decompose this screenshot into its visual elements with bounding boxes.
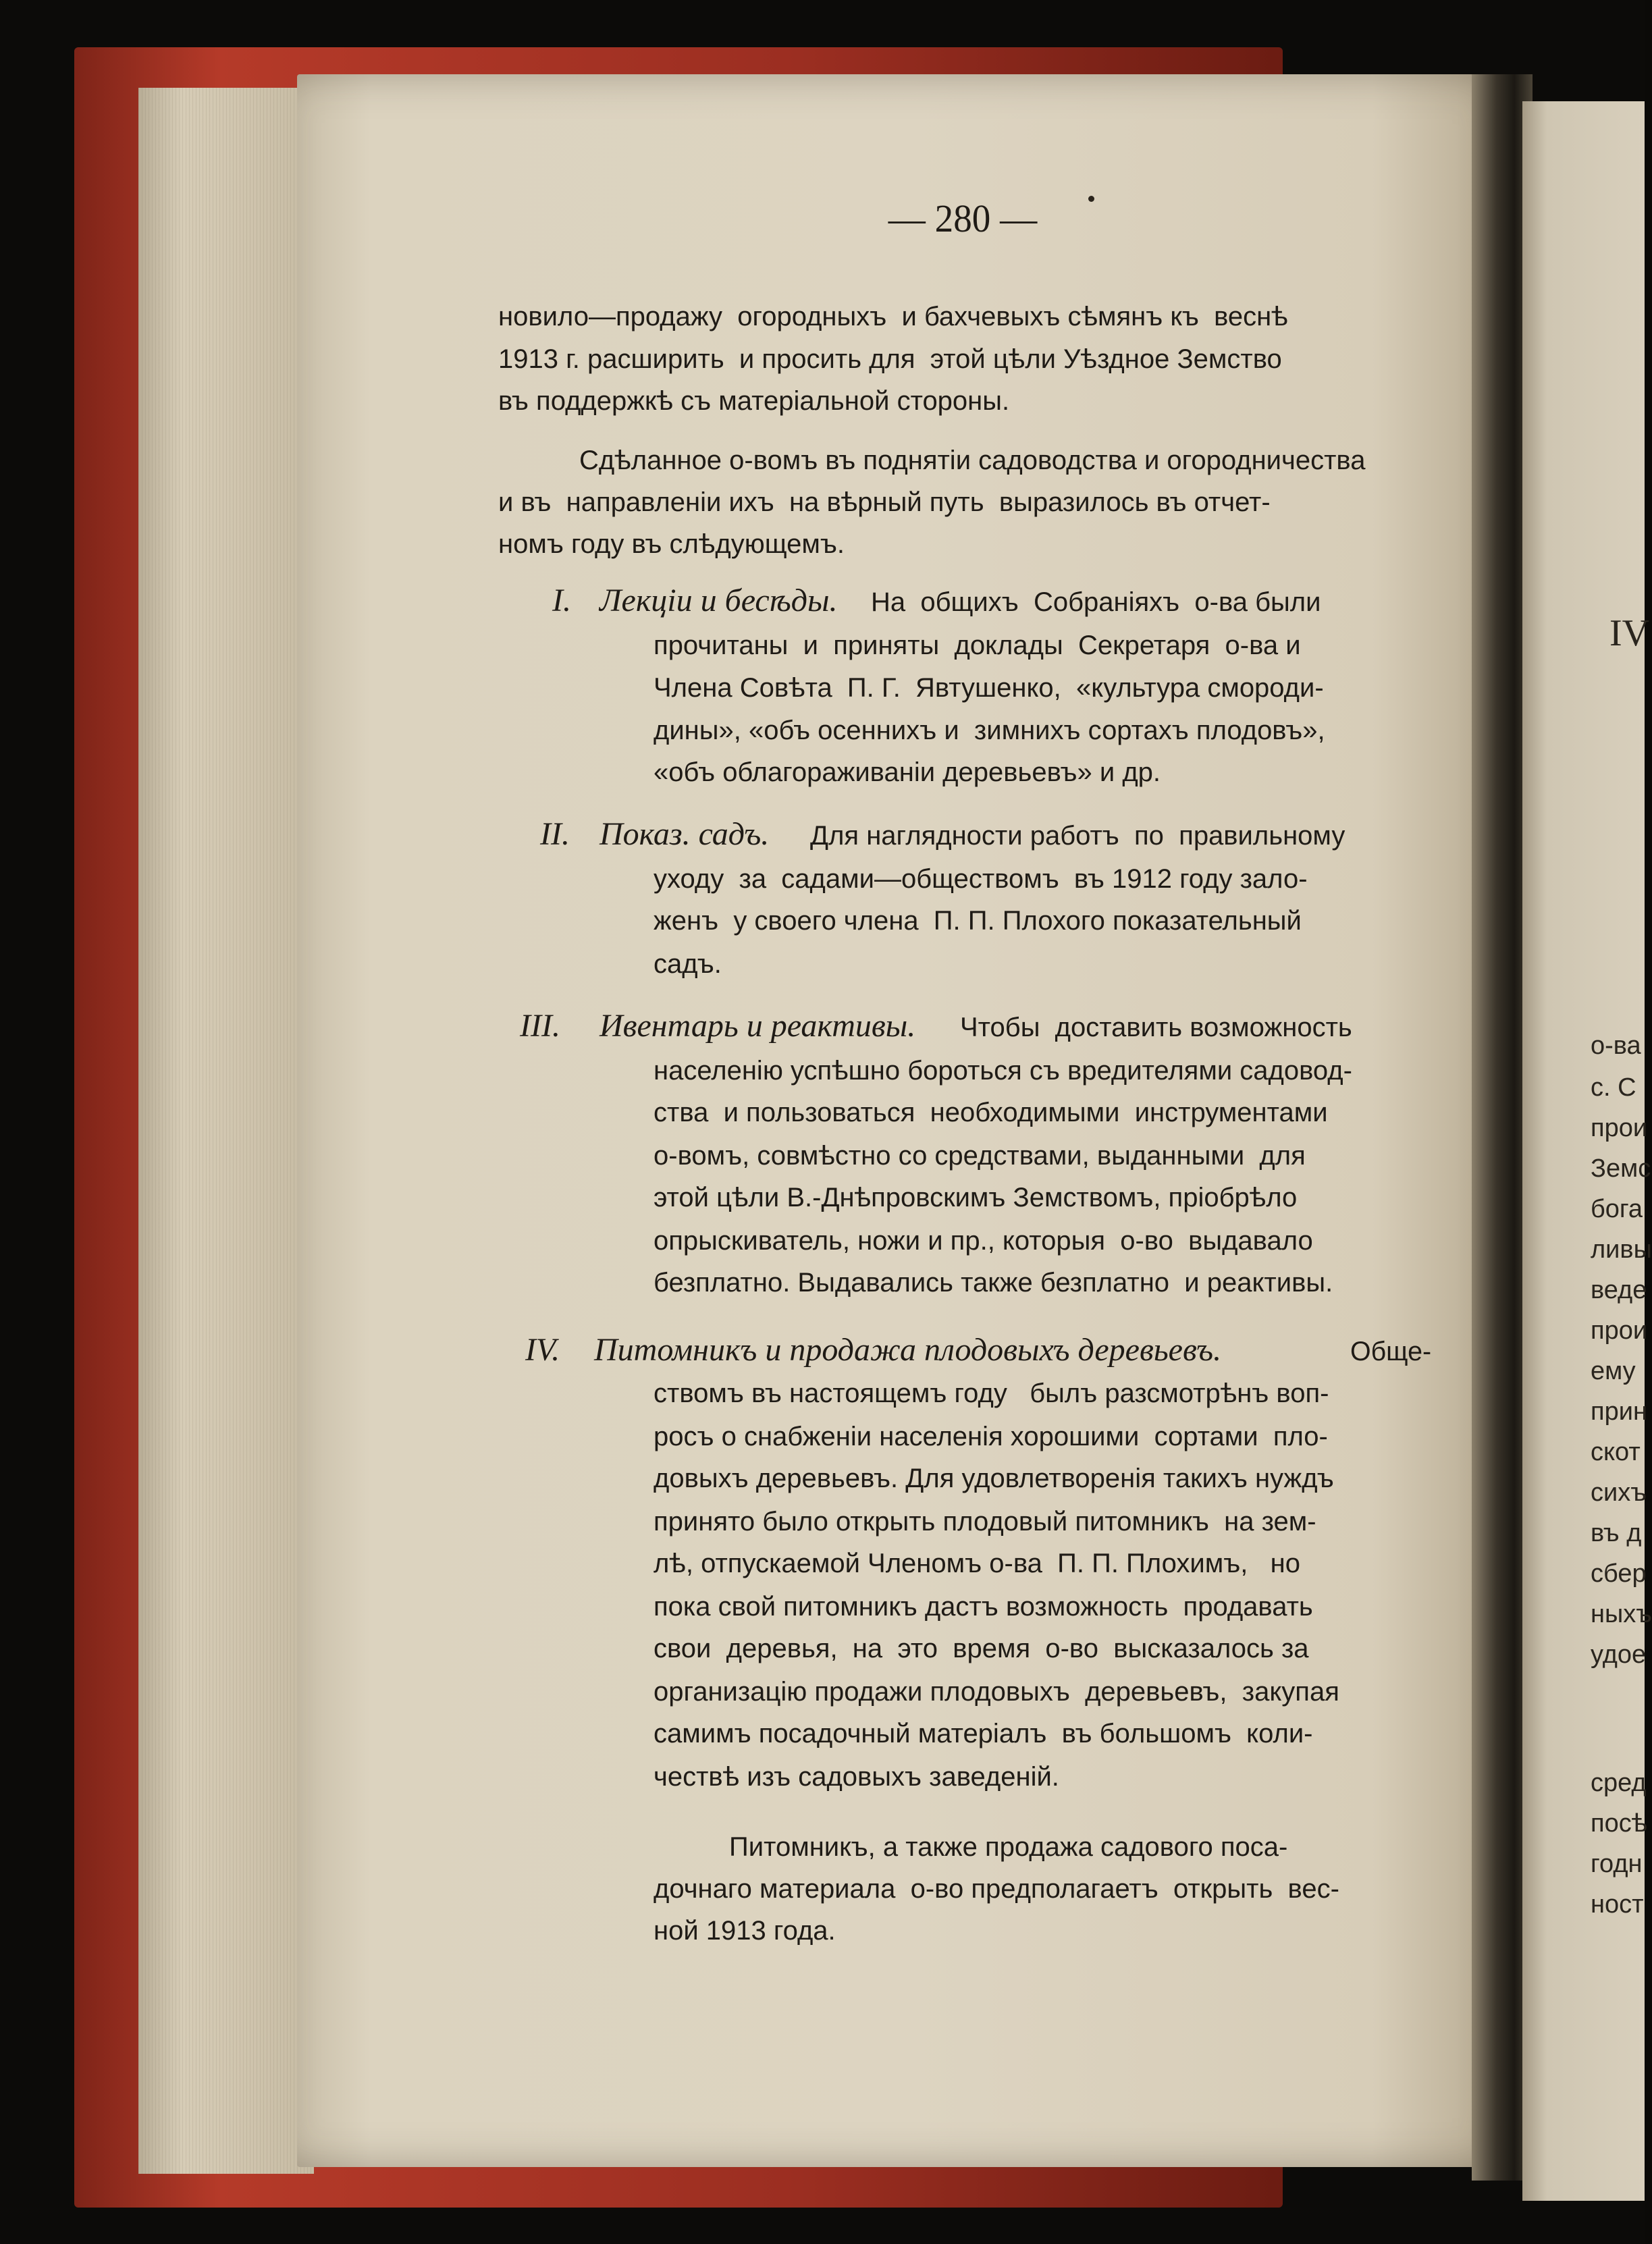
next-page-fragment-15: сбер xyxy=(1591,1559,1647,1588)
section-4-line-7: свои деревья, на это время о-во высказалось за xyxy=(654,1634,1309,1663)
section-4-title: Питомникъ и продажа плодовыхъ деревьевъ. xyxy=(594,1332,1222,1368)
section-3-line-4: этой цѣли В.-Днѣпровскимъ Земствомъ, пріобрѣло xyxy=(654,1183,1298,1212)
section-1-line-2: Члена Совѣта П. Г. Явтушенко, «культура смороди- xyxy=(654,673,1324,703)
next-page-fragment-5: Земс xyxy=(1591,1154,1651,1183)
section-2-line-2: женъ у своего члена П. П. Плохого показательный xyxy=(654,906,1302,936)
summary-line-2: и въ направленіи ихъ на вѣрный путь выразилось въ отчет- xyxy=(498,487,1271,517)
section-2-lead: Для наглядности работъ по правильному xyxy=(810,821,1345,851)
next-page-fragment-1: IV xyxy=(1609,612,1650,654)
intro-line-3: въ поддержкѣ съ матеріальной стороны. xyxy=(498,386,1010,416)
section-2-line-1: уходу за садами—обществомъ въ 1912 году зало- xyxy=(654,864,1308,894)
section-2-numeral: II. xyxy=(540,816,570,852)
section-4-line-6: пока свой питомникъ дастъ возможность продавать xyxy=(654,1592,1313,1622)
section-3-line-6: безплатно. Выдавались также безплатно и реактивы. xyxy=(654,1268,1333,1298)
next-page-fragment-10: ему xyxy=(1591,1357,1636,1385)
section-4-line-3: довыхъ деревьевъ. Для удовлетворенія такихъ нуждъ xyxy=(654,1464,1334,1493)
section-4-line-5: лѣ, отпускаемой Членомъ о-ва П. П. Плохимъ, но xyxy=(654,1549,1301,1578)
next-page-fragment-19: посѣ xyxy=(1591,1809,1647,1838)
next-page-fragment-8: веде xyxy=(1591,1276,1647,1304)
section-1-line-1: прочитаны и приняты доклады Секретаря о-ва и xyxy=(654,631,1301,660)
next-page-fragment-3: с. С xyxy=(1591,1073,1636,1102)
section-4-lead: Обще- xyxy=(1350,1337,1432,1366)
section-3-line-3: о-вомъ, совмѣстно со средствами, выданными для xyxy=(654,1141,1306,1171)
section-2-line-3: садъ. xyxy=(654,949,722,979)
closing-line-1: Питомникъ, а также продажа садового поса- xyxy=(729,1832,1288,1862)
summary-line-3: номъ году въ слѣдующемъ. xyxy=(498,529,845,559)
next-page-fragment-20: годн xyxy=(1591,1850,1643,1878)
section-1-line-3: дины», «объ осеннихъ и зимнихъ сортахъ плодовъ», xyxy=(654,716,1325,745)
section-4-line-2: росъ о снабженіи населенія хорошими сортами пло- xyxy=(654,1422,1328,1451)
section-4-line-4: принято было открыть плодовый питомникъ на зем- xyxy=(654,1507,1316,1537)
section-4-line-9: самимъ посадочный матеріалъ въ большомъ коли- xyxy=(654,1719,1313,1748)
next-page-fragment-17: удое xyxy=(1591,1640,1647,1669)
next-page-fragment-13: сихъ xyxy=(1591,1478,1647,1507)
next-page-fragment-21: ност xyxy=(1591,1890,1644,1919)
next-page-fragment-11: прин xyxy=(1591,1397,1647,1426)
section-1-lead: На общихъ Собраніяхъ о-ва были xyxy=(871,587,1321,617)
closing-line-2: дочнаго материала о-во предполагаетъ открыть вес- xyxy=(654,1874,1339,1904)
closing-line-3: ной 1913 года. xyxy=(654,1916,836,1946)
next-page-fragment-4: прои xyxy=(1591,1114,1648,1142)
section-2-title: Показ. садъ. xyxy=(599,816,770,852)
intro-line-2: 1913 г. расширить и просить для этой цѣли Уѣздное Земство xyxy=(498,344,1282,374)
next-page-fragment-16: ныхъ xyxy=(1591,1600,1652,1628)
next-page-fragment-6: бога xyxy=(1591,1195,1643,1223)
next-page-fragment-9: прои xyxy=(1591,1316,1648,1345)
section-3-line-1: населенію успѣшно бороться съ вредителями садовод- xyxy=(654,1056,1352,1086)
page-number: — 280 — xyxy=(888,196,1038,240)
summary-line-1: Сдѣланное о-вомъ въ поднятіи садоводства и огородничества xyxy=(579,446,1366,475)
section-3-numeral: III. xyxy=(520,1008,560,1044)
next-page-fragment-2: о-ва xyxy=(1591,1032,1641,1060)
section-1-title: Лекціи и бесѣды. xyxy=(599,583,838,618)
ink-speck xyxy=(1088,196,1094,202)
section-4-numeral: IV. xyxy=(525,1332,560,1368)
intro-line-1: новило—продажу огородныхъ и бахчевыхъ сѣмянъ къ веснѣ xyxy=(498,302,1288,331)
section-4-line-1: ствомъ въ настоящемъ году былъ разсмотрѣнъ воп- xyxy=(654,1379,1329,1408)
section-3-title: Ивентарь и реактивы. xyxy=(599,1008,916,1044)
next-page-fragment-18: сред xyxy=(1591,1769,1647,1797)
section-1-line-4: «объ облагораживаніи деревьевъ» и др. xyxy=(654,757,1161,787)
section-4-line-10: чествѣ изъ садовыхъ заведеній. xyxy=(654,1762,1059,1792)
section-3-line-2: ства и пользоваться необходимыми инструментами xyxy=(654,1098,1328,1127)
section-3-lead: Чтобы доставить возможность xyxy=(960,1013,1352,1042)
next-page-fragment-7: ливы xyxy=(1591,1235,1652,1264)
section-3-line-5: опрыскиватель, ножи и пр., которыя о-во выдавало xyxy=(654,1226,1313,1256)
section-1-numeral: I. xyxy=(552,583,571,618)
next-page-fragment-14: въ д xyxy=(1591,1519,1642,1547)
next-page-fragment-12: скот xyxy=(1591,1438,1641,1466)
section-4-line-8: организацію продажи плодовыхъ деревьевъ, закупая xyxy=(654,1677,1339,1707)
